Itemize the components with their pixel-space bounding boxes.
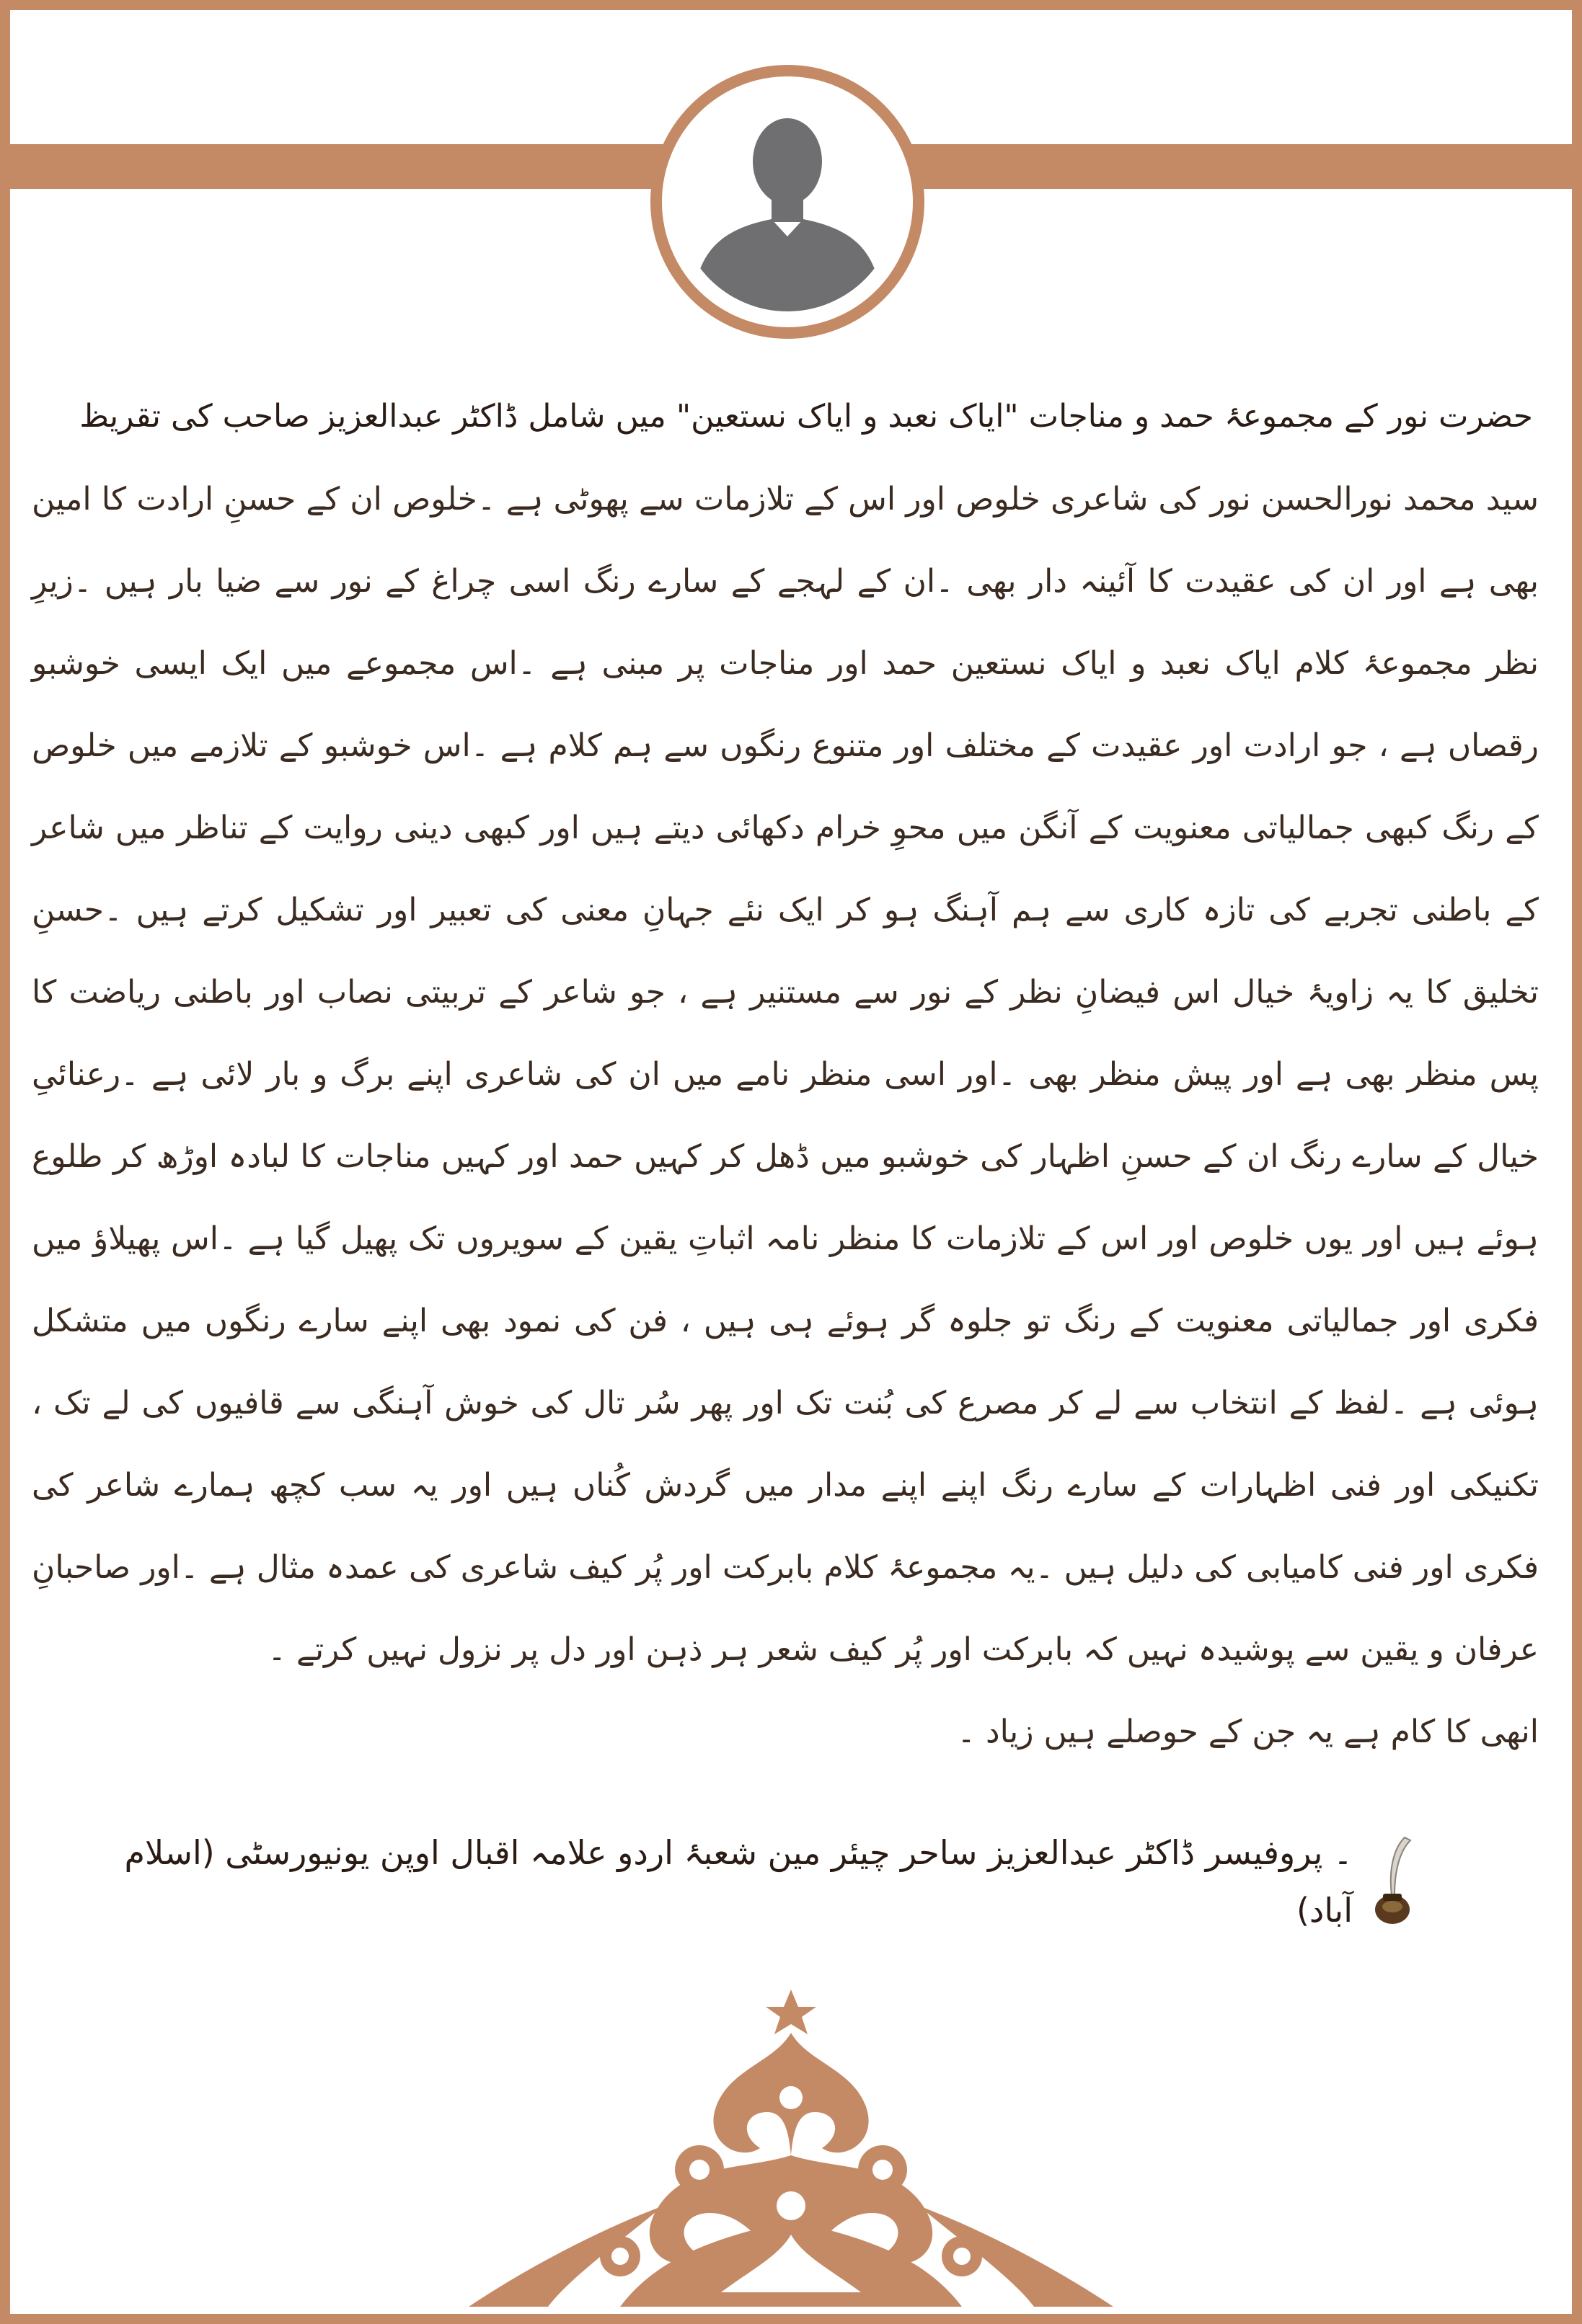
author-signature (120, 1824, 1418, 1939)
closing-verse: انھی کا کام ہے یہ جن کے حوصلے ہیں زیاد ۔ (957, 1713, 1539, 1750)
article-title: حضرت نور کے مجموعۂ حمد و مناجات "ایاک نعبد و ایاک نستعین" میں شامل ڈاکٹر عبدالعزیز صاحب کی تقریظ (79, 398, 1533, 435)
article (32, 382, 1546, 1773)
author-avatar (650, 65, 924, 339)
avatar-frame (678, 92, 897, 311)
article-body: سید محمد نورالحسن نور کی شاعری خلوص اور اس کے تلازمات سے پھوٹی ہے ۔خلوص ان کے حسنِ ارادت کا امین بھی ہے اور ان کی عقیدت کا آئینہ دار بھی ۔ان کے لہجے کے سارے رنگ اسی چراغ کے نور سے ضیا بار ہیں ۔زیرِ نظر مجموعۂ کلام ایاک نعبد و ایاک نستعین حمد اور مناجات پر مبنی ہے ۔اس مجموعے میں ایک ایسی خوشبو رقصاں ہے ، جو ارادت اور عقیدت کے مختلف اور متنوع رنگوں سے ہم کلام ہے ۔اس خوشبو کے تلازمے میں خلوص کے رنگ کبھی جمالیاتی معنویت کے آنگن میں محوِ خرام دکھائی دیتے ہیں اور کبھی دینی روایت کے تناظر میں شاعر کے باطنی تجربے کی تازہ کاری سے ہم آہنگ ہو کر ایک نئے جہانِ معنی کی تعبیر اور تشکیل کرتے ہیں ۔حسنِ تخلیق کا یہ زاویۂ خیال اس فیضانِ نظر کے نور سے مستنیر ہے ، جو شاعر کے تربیتی نصاب اور باطنی ریاضت کا پس منظر بھی ہے اور پیش منظر بھی ۔اور اسی منظر نامے میں ان کی شاعری اپنے برگ و بار لائی ہے ۔رعنائیِ خیال کے سارے رنگ ان کے حسنِ اظہار کی خوشبو میں ڈھل کر کہیں حمد اور کہیں مناجات کا لبادہ اوڑھ کر طلوع ہوئے ہیں اور یوں خلوص اور اس کے تلازمات کا منظر نامہ اثباتِ یقین کے سویروں تک پھیل گیا ہے ۔اس پھیلاؤ میں فکری اور جمالیاتی معنویت کے رنگ تو جلوہ گر ہوئے ہی ہیں ، فن کی نمود بھی اپنے سارے رنگوں میں متشکل ہوئی ہے ۔لفظ کے انتخاب سے لے کر مصرع کی بُنت تک اور پھر سُر تال کی خوش آہنگی سے قافیوں کی لے تک ، تکنیکی اور فنی اظہارات کے سارے رنگ اپنے اپنے مدار میں گردش کُناں ہیں اور یہ سب کچھ ہمارے شاعر کی فکری اور فنی کامیابی کی دلیل ہیں ۔یہ مجموعۂ کلام بابرکت اور پُر کیف شاعری کی عمدہ مثال ہے ۔اور صاحبانِ عرفان و یقین سے پوشیدہ نہیں کہ بابرکت اور پُر کیف شعر ہر ذہن اور دل پر نزول نہیں کرتے ۔ (32, 481, 1539, 1668)
signature-text: ۔ پروفیسر ڈاکٹر عبدالعزیز ساحر چیئر مین شعبۂ اردو علامہ اقبال اوپن یونیورسٹی (اسلام آباد) (124, 1833, 1353, 1930)
person-silhouette-icon (678, 92, 897, 311)
inkpot-quill-icon (1367, 1835, 1418, 1928)
floral-ornament-icon (404, 1990, 1178, 2307)
